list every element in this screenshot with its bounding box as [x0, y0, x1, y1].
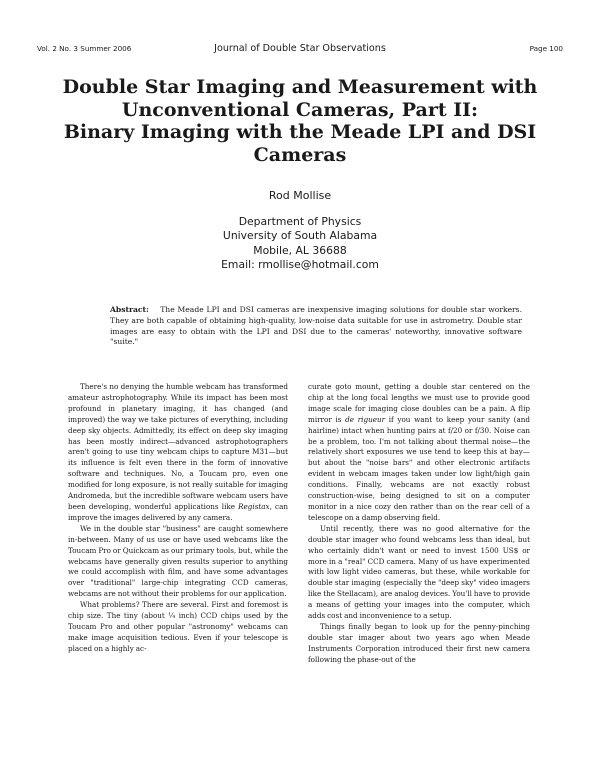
affiliation-university: University of South Alabama — [222, 229, 378, 243]
title-line-4: Cameras — [253, 143, 347, 166]
author-name: Rod Mollise — [268, 189, 332, 202]
title-line-1: Double Star Imaging and Measurement with — [62, 76, 538, 98]
paragraph: We in the double star "business" are caught somewhere in-between. Many of us use or have used webcams like the Toucam Pro or Quickcam as our primary tools, but, while the webcams have generally given results superior to anything we could accomplish with film, and have some advantages over "traditional" large-chip integrating CCD cameras, webcams are not without their problems for our application. — [68, 523, 288, 599]
affiliation-city: Mobile, AL 36688 — [253, 243, 347, 257]
paragraph-text: There's no denying the humble webcam has transformed amateur astrophotography. While its impact has been most profound in planetary imaging, it has changed (and improved) the way we take pictures of everything, including deep sky objects. Admittedly, its effect on deep sky imaging has been mostly indirect—advanced astrophotographers aren't going to use tiny webcam chips to capture M31—but its influence is felt even there in the form of innovative software and techniques. No, a Toucam pro, even one modified for long exposure, is not really suitable for imaging Andromeda, but the incredible software webcam users have been developing, wonderful applications like — [68, 382, 288, 511]
paragraph-text: curate goto mount, getting a double star centered on the chip at the long focal lengths we must use to provide good image scale for imaging close doubles can be a pain. A flip mirror is — [308, 382, 530, 424]
abstract-text: The Meade LPI and DSI cameras are inexpensive imaging solutions for double star workers. They are both capable of obtaining high-quality, low-noise data suitable for use in astrometry. Double star images are easy to obtain with the LPI and DSI due to the cameras' noteworthy, innovative software "suite." — [110, 305, 522, 347]
author-affiliation — [0, 215, 600, 273]
software-name: Registax — [238, 501, 270, 511]
paragraph: Until recently, there was no good alternative for the double star imager who found webcams less than ideal, but who certainly didn't want or need to invest 1500 US$ or more in a "real" CCD camera. Many of us have experimented with low light video cameras, but these, while workable for double star imaging (especially the "deep sky" video imagers like the Stellacam), are analog devices. You'll have to provide a means of getting your images into the computer, which adds cost and inconvenience to a setup. — [308, 523, 530, 621]
body-column-right — [308, 382, 530, 666]
header-journal-name: Journal of Double Star Observations — [214, 43, 386, 54]
paragraph: What problems? There are several. First and foremost is chip size. The tiny (about ¼ inch) CCD chips used by the Toucam Pro and other popular "astronomy" webcams can make image acquisition tedious. Even if your telescope is placed on a highly ac- — [68, 600, 288, 653]
title-line-3: Binary Imaging with the Meade LPI and DSI — [63, 121, 537, 144]
header-volume-info: Vol. 2 No. 3 Summer 2006 — [37, 44, 132, 53]
body-column-left — [68, 382, 288, 655]
affiliation-department: Department of Physics — [238, 215, 362, 228]
article-title — [40, 76, 560, 166]
header-page-number: Page 100 — [529, 44, 563, 53]
paragraph — [308, 382, 530, 524]
abstract — [110, 305, 522, 348]
affiliation-email: Email: rmollise@hotmail.com — [221, 258, 379, 272]
paragraph: Things finally began to look up for the penny-pinching double star imager about two years ago when Meade Instruments Corporation introduced their first new camera following the phase-out of the — [308, 621, 530, 664]
abstract-label: Abstract: — [110, 305, 149, 314]
title-line-2: Unconventional Cameras, Part II: — [121, 98, 479, 121]
paragraph — [68, 382, 288, 524]
italic-phrase: de rigueur — [345, 414, 386, 424]
paragraph-text: , can improve the images delivered by any camera. — [68, 501, 288, 522]
paragraph-text: if you want to keep your sanity (and hairline) intact when hunting pairs at f/20 or f/30. Noise can be a problem, too. I'm not talking about thermal noise—the relatively short exposures we use tend to keep this at bay—but about the "noise bars" and other electronic artifacts evident in webcam images taken under low light/high gain conditions. Finally, webcams are not exactly robust construction-wise, being designed to sit on a computer monitor in a nice cozy den rather than on the rear cell of a telescope on a damp observing field. — [308, 414, 530, 522]
